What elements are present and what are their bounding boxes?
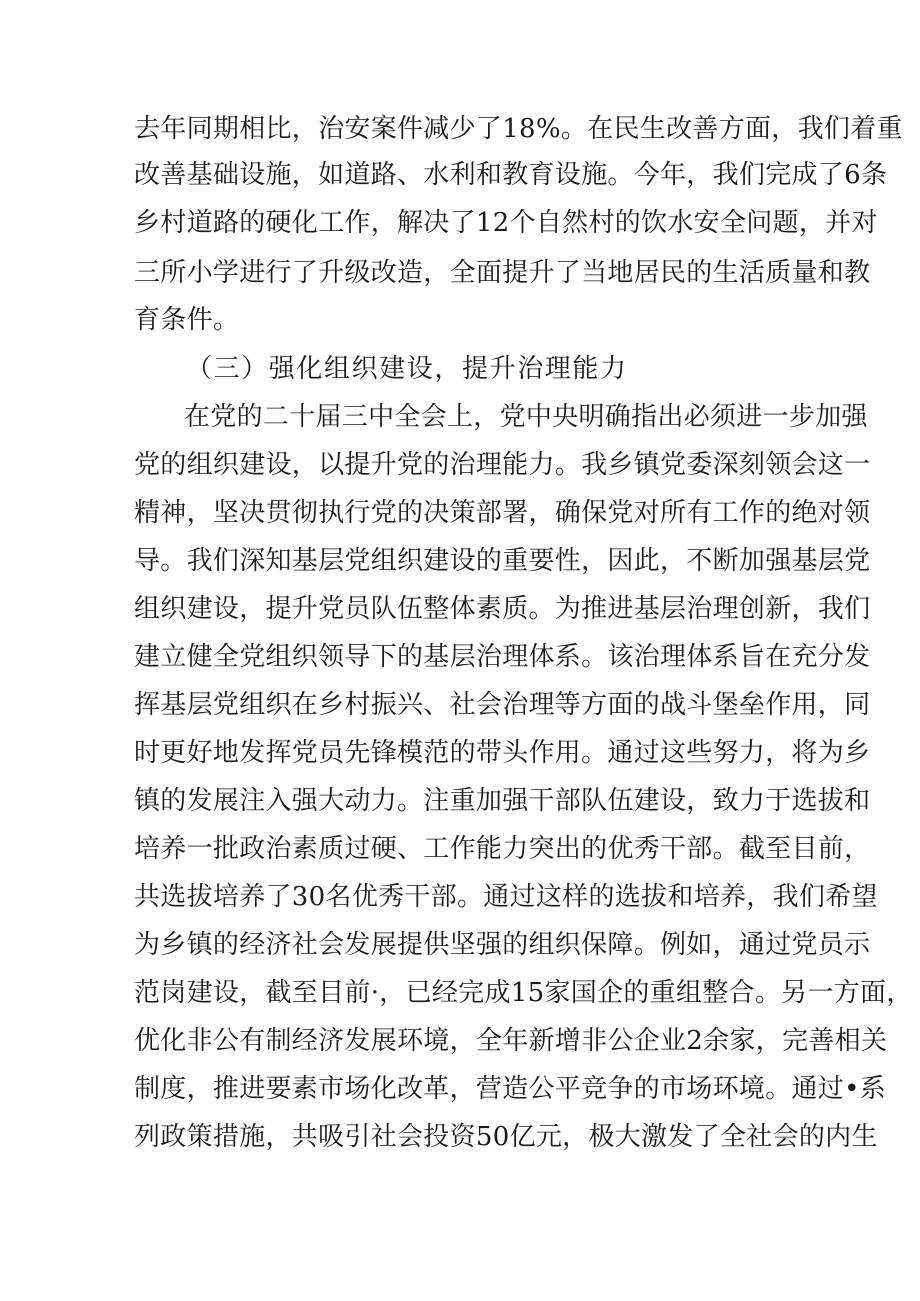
paragraph-line: 组织建设，提升党员队伍整体素质。为推进基层治理创新，我们 <box>134 594 871 624</box>
paragraph-line: 党的组织建设，以提升党的治理能力。我乡镇党委深刻领会这一 <box>134 450 871 480</box>
paragraph-line: 范岗建设，截至目前·，已经完成15家国企的重组整合。另一方面， <box>134 978 913 1008</box>
paragraph-line: 去年同期相比，治安案件减少了18%。在民生改善方面，我们着重 <box>134 114 903 144</box>
paragraph-line: 制度，推进要素市场化改革，营造公平竞争的市场环境。通过•系 <box>134 1074 887 1104</box>
paragraph-line: 建立健全党组织领导下的基层治理体系。该治理体系旨在充分发 <box>134 642 871 672</box>
paragraph-line: 三所小学进行了升级改造，全面提升了当地居民的生活质量和教 <box>134 258 871 288</box>
paragraph-line: 乡村道路的硬化工作，解决了12个自然村的饮水安全问题，并对 <box>134 208 878 238</box>
paragraph-line: 镇的发展注入强大动力。注重加强干部队伍建设，致力于选拔和 <box>134 786 871 816</box>
paragraph-line: 为乡镇的经济社会发展提供坚强的组织保障。例如，通过党员示 <box>134 930 871 960</box>
paragraph-line: 在党的二十届三中全会上，党中央明确指出必须进一步加强 <box>184 402 868 432</box>
paragraph-line: 改善基础设施，如道路、水利和教育设施。今年，我们完成了6条 <box>134 160 888 190</box>
paragraph-line: 培养一批政治素质过硬、工作能力突出的优秀干部。截至目前， <box>134 834 871 864</box>
paragraph-line: 导。我们深知基层党组织建设的重要性，因此，不断加强基层党 <box>134 546 871 576</box>
paragraph-line: 育条件。 <box>134 305 240 335</box>
paragraph-line: 共选拔培养了30名优秀干部。通过这样的选拔和培养，我们希望 <box>134 882 878 912</box>
paragraph-line: 精神，坚决贯彻执行党的决策部署，确保党对所有工作的绝对领 <box>134 498 871 528</box>
paragraph-line: 列政策措施，共吸引社会投资50亿元，极大激发了全社会的内生 <box>134 1122 878 1152</box>
paragraph-line: 优化非公有制经济发展环境，全年新增非公企业2余家，完善相关 <box>134 1026 888 1056</box>
paragraph-line: 时更好地发挥党员先锋模范的带头作用。通过这些努力，将为乡 <box>134 738 871 768</box>
paragraph-line: 挥基层党组织在乡村振兴、社会治理等方面的战斗堡垒作用，同 <box>134 690 871 720</box>
section-heading: （三）强化组织建设，提升治理能力 <box>186 354 628 384</box>
